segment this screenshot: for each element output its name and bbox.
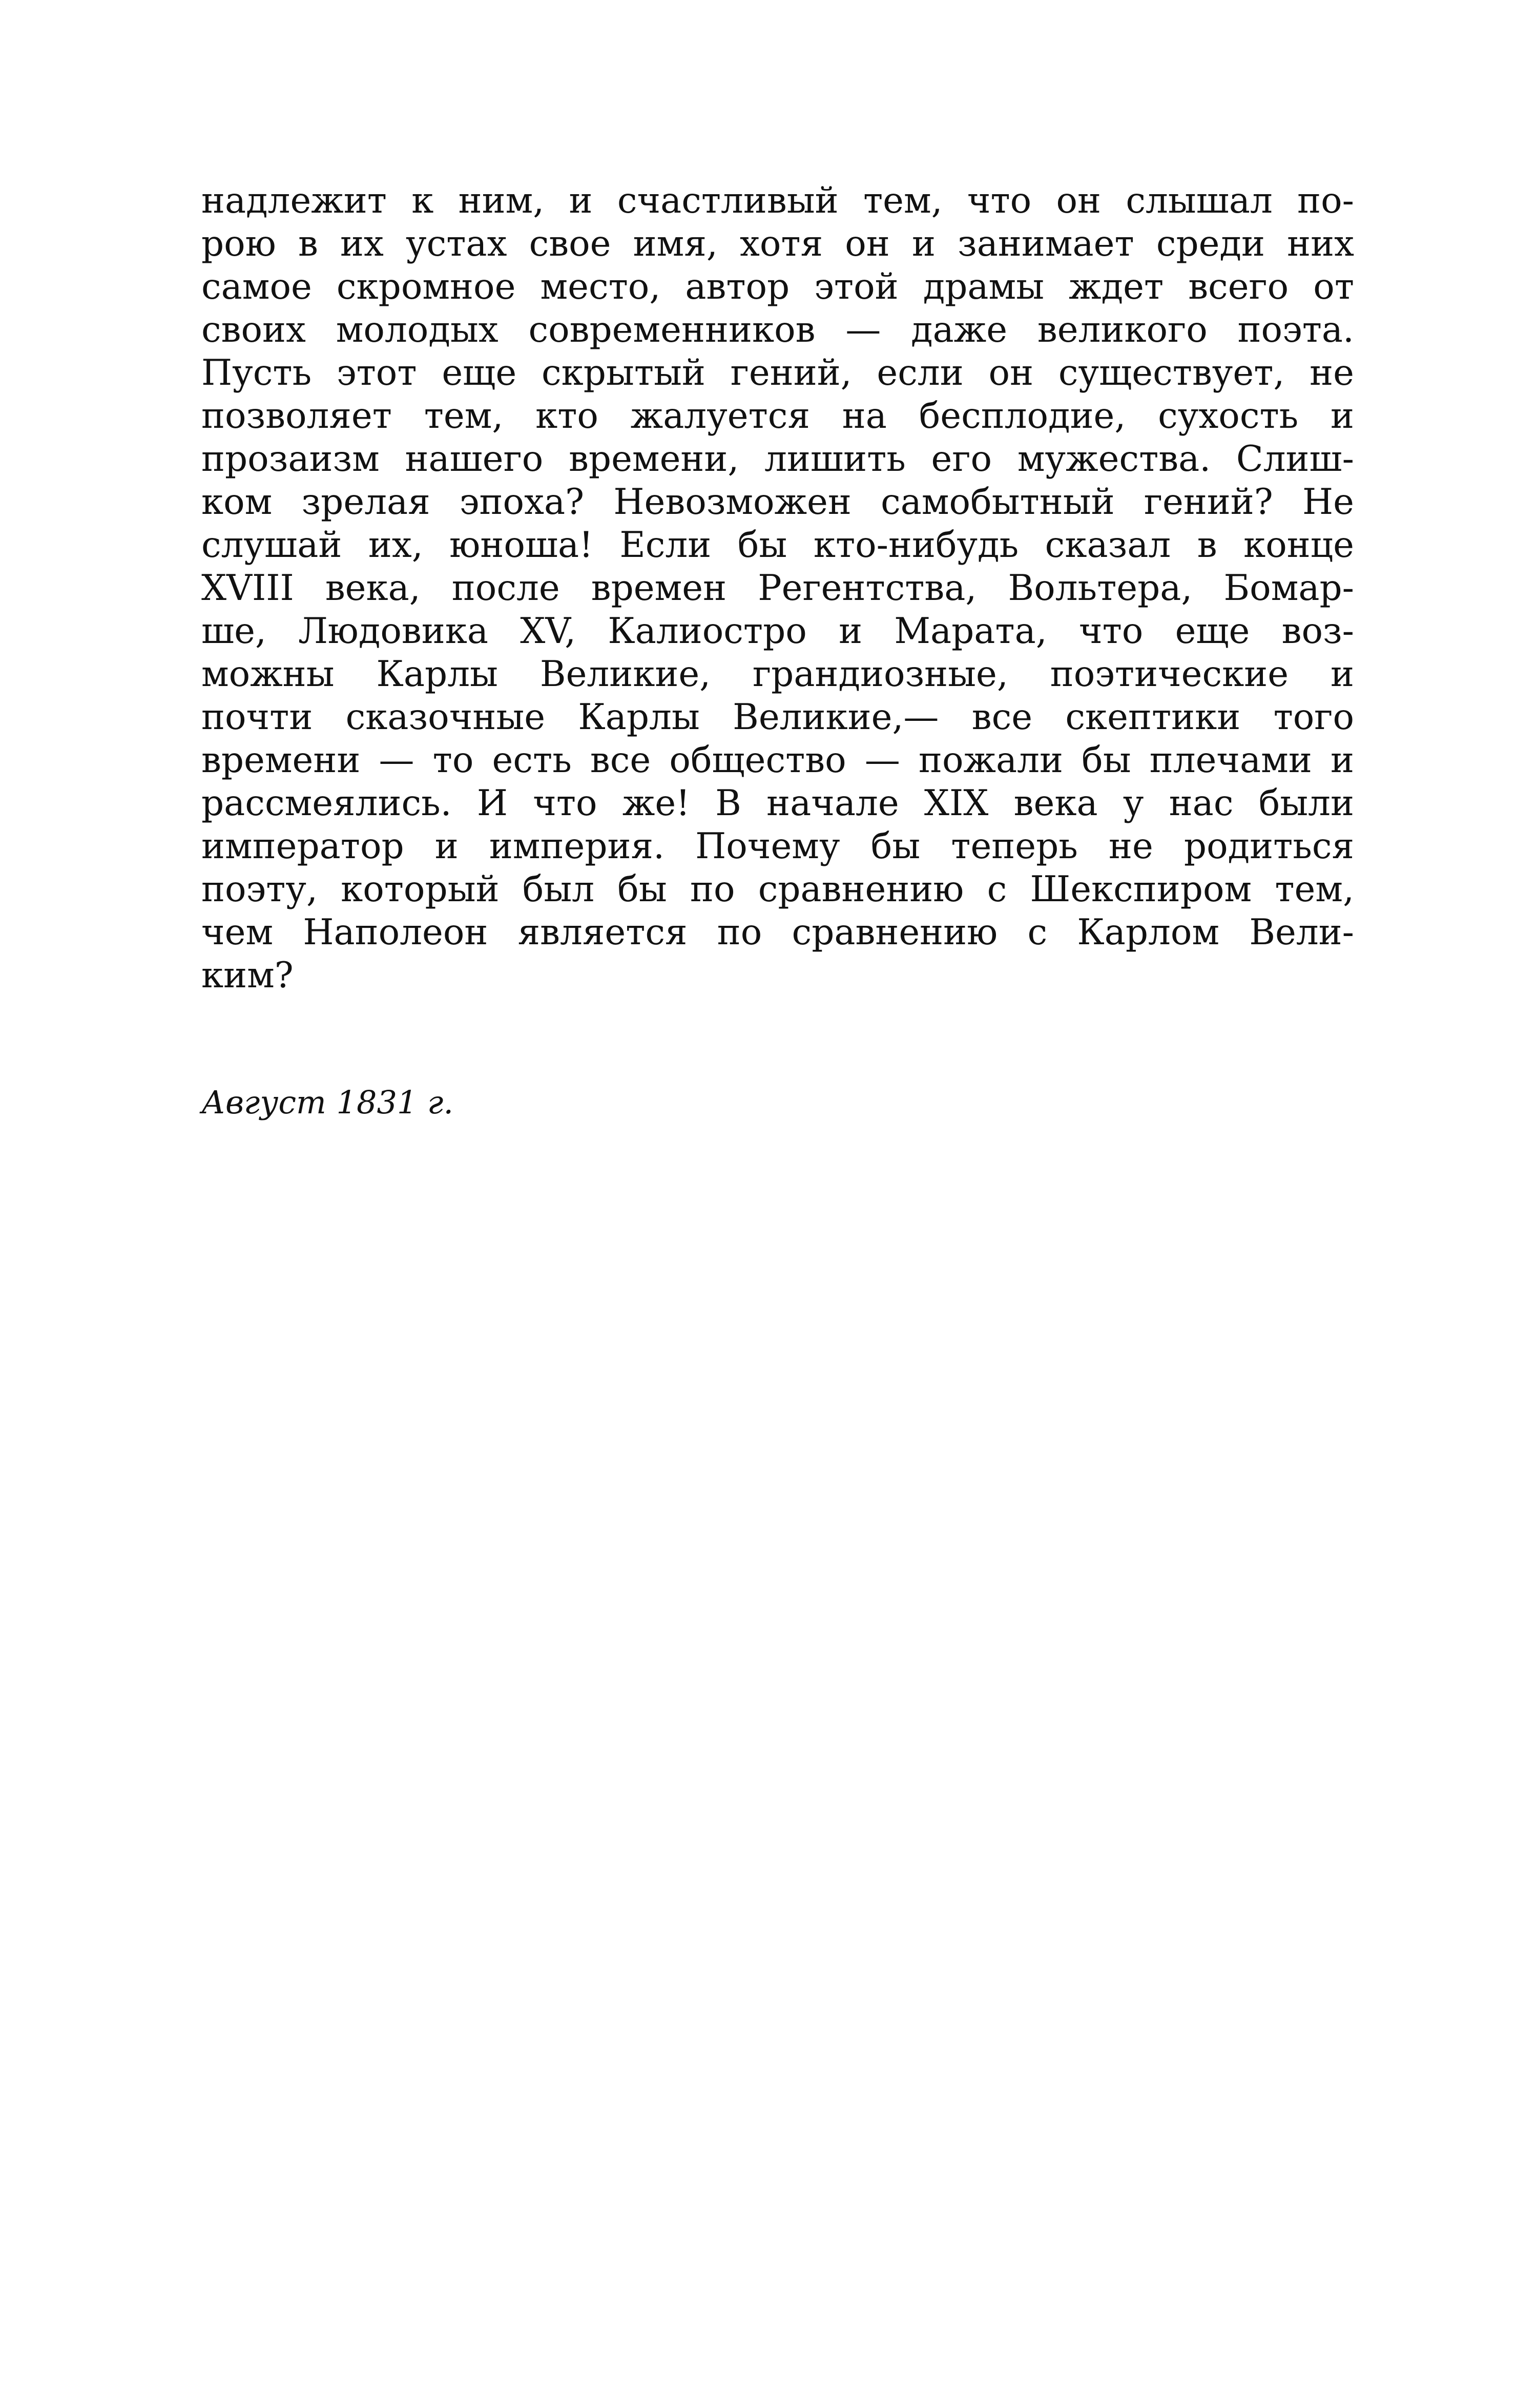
text-line: чем Наполеон является по сравнению с Карлом Вели- — [201, 912, 1354, 953]
text-line: рою в их устах свое имя, хотя он и занимает среди них — [201, 223, 1354, 264]
text-line: самое скромное место, автор этой драмы ждет всего от — [201, 266, 1354, 307]
text-line: времени — то есть все общество — пожали бы плечами и — [201, 740, 1354, 781]
text-line: почти сказочные Карлы Великие,— все скептики того — [201, 697, 1354, 738]
text-line: слушай их, юноша! Если бы кто-нибудь сказал в конце — [201, 525, 1354, 566]
text-line: позволяет тем, кто жалуется на бесплодие, сухость и — [201, 396, 1354, 437]
text-line: XVIII века, после времен Регентства, Вольтера, Бомар- — [201, 568, 1354, 609]
text-line: Пусть этот еще скрытый гений, если он существует, не — [201, 352, 1354, 393]
text-line: ком зрелая эпоха? Невозможен самобытный гений? Не — [201, 482, 1354, 523]
text-line: надлежит к ним, и счастливый тем, что он слышал по- — [201, 180, 1354, 221]
text-line: ше, Людовика XV, Калиостро и Марата, что еще воз- — [201, 611, 1354, 652]
text-line: поэту, который был бы по сравнению с Шекспиром тем, — [201, 869, 1354, 910]
text-line: ким? — [201, 955, 294, 996]
text-line: император и империя. Почему бы теперь не родиться — [201, 826, 1354, 867]
date-signature: Август 1831 г. — [201, 1084, 454, 1121]
text-line: можны Карлы Великие, грандиозные, поэтические и — [201, 654, 1354, 695]
body-text — [201, 179, 1354, 997]
text-line: прозаизм нашего времени, лишить его мужества. Слиш- — [201, 439, 1354, 480]
text-line: своих молодых современников — даже великого поэта. — [201, 309, 1354, 350]
text-line: рассмеялись. И что же! В начале XIX века у нас были — [201, 783, 1354, 824]
